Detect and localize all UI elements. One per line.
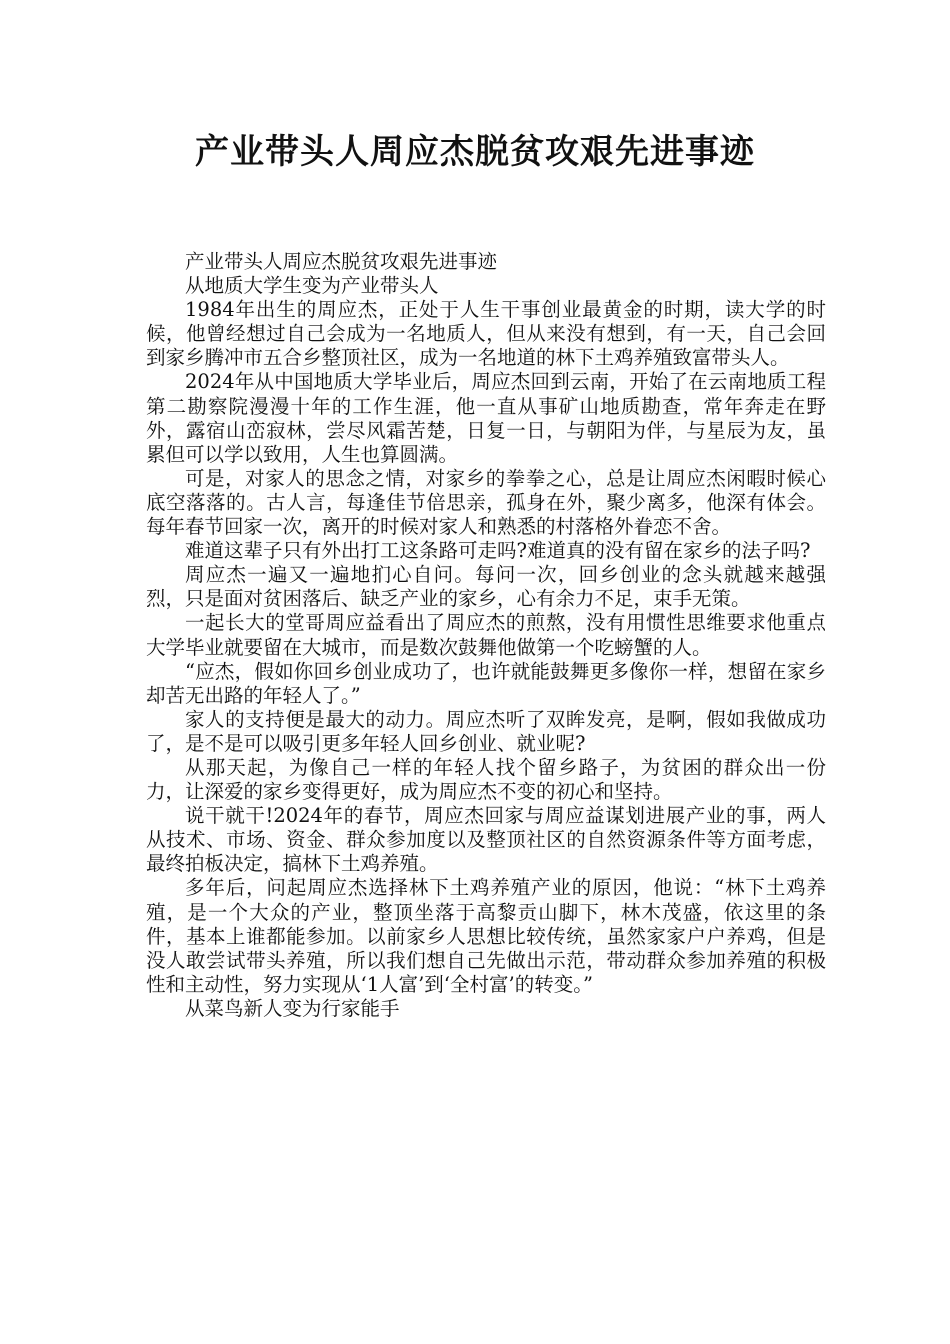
paragraph-quote: “应杰，假如你回乡创业成功了，也许就能鼓舞更多像你一样，想留在家乡却苦无出路的年轻人了。” [146, 659, 826, 707]
paragraph: 难道这辈子只有外出打工这条路可走吗?难道真的没有留在家乡的法子吗? [185, 539, 811, 563]
paragraph: 一起长大的堂哥周应益看出了周应杰的煎熬，没有用惯性思维要求他重点大学毕业就要留在大城市，而是数次鼓舞他做第一个吃螃蟹的人。 [146, 611, 826, 659]
paragraph: 周应杰一遍又一遍地扪心自问。每问一次，回乡创业的念头就越来越强烈，只是面对贫困落后、缺乏产业的家乡，心有余力不足，束手无策。 [146, 563, 826, 611]
paragraph: 说干就干!2024年的春节，周应杰回家与周应益谋划进展产业的事，两人从技术、市场、资金、群众参加度以及整顶社区的自然资源条件等方面考虑，最终拍板决定，搞林下土鸡养殖。 [146, 804, 826, 876]
section-heading: 从地质大学生变为产业带头人 [185, 274, 439, 298]
paragraph: 家人的支持便是最大的动力。周应杰听了双眸发亮，是啊，假如我做成功了，是不是可以吸引更多年轻人回乡创业、就业呢? [146, 707, 826, 755]
paragraph: 从那天起，为像自己一样的年轻人找个留乡路子，为贫困的群众出一份力，让深爱的家乡变得更好，成为周应杰不变的初心和坚持。 [146, 755, 826, 804]
document-body [146, 250, 826, 1021]
paragraph: 1984年出生的周应杰，正处于人生干事创业最黄金的时期，读大学的时候，他曾经想过自己会成为一名地质人，但从来没有想到，有一天，自己会回到家乡腾冲市五合乡整顶社区，成为一名地道的林下土鸡养殖致富带头人。 [146, 298, 826, 370]
document-title: 产业带头人周应杰脱贫攻艰先进事迹 [195, 132, 755, 172]
paragraph: 可是，对家人的思念之情，对家乡的拳拳之心，总是让周应杰闲暇时候心底空落落的。古人言，每逢佳节倍思亲，孤身在外，聚少离多，他深有体会。每年春节回家一次，离开的时候对家人和熟悉的村落格外眷恋不舍。 [146, 466, 826, 539]
paragraph: 2024年从中国地质大学毕业后，周应杰回到云南，开始了在云南地质工程第二勘察院漫漫十年的工作生涯，他一直从事矿山地质勘查，常年奔走在野外，露宿山峦寂林，尝尽风霜苦楚，日复一日，与朝阳为伴，与星辰为友，虽累但可以学以致用，人生也算圆满。 [146, 370, 826, 466]
paragraph-subtitle: 产业带头人周应杰脱贫攻艰先进事迹 [185, 250, 498, 273]
paragraph: 多年后，问起周应杰选择林下土鸡养殖产业的原因，他说：“林下土鸡养殖，是一个大众的产业，整顶坐落于高黎贡山脚下，林木茂盛，依这里的条件，基本上谁都能参加。以前家乡人思想比较传统，虽然家家户户养鸡，但是没人敢尝试带头养殖，所以我们想自己先做出示范，带动群众参加养殖的积极性和主动性，努力实现从‘1人富’到‘全村富’的转变。” [146, 876, 826, 996]
section-heading: 从菜鸟新人变为行家能手 [185, 996, 400, 1020]
